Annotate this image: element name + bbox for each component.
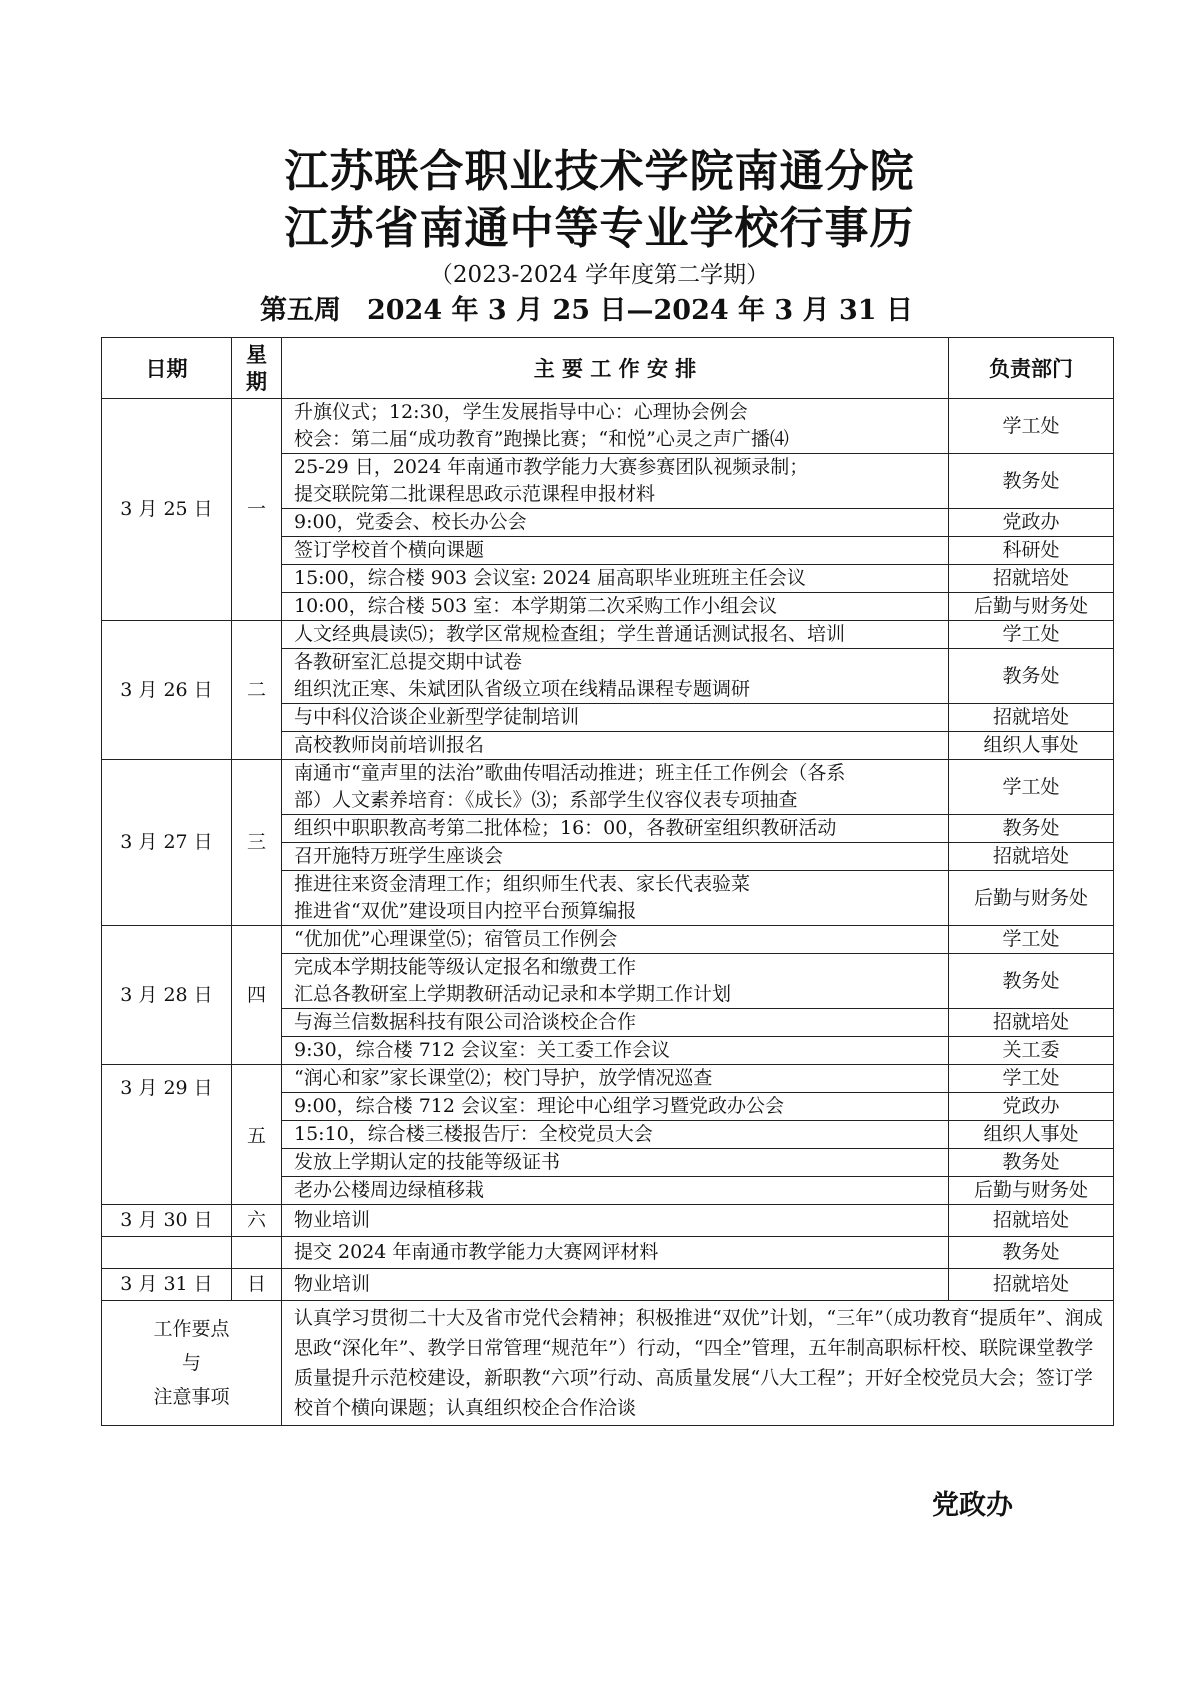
task-cell	[282, 509, 949, 537]
task-line: 南通市“童声里的法治”歌曲传唱活动推进；班主任工作例会（各系	[294, 762, 846, 784]
sunday-date: 3 月 31 日	[102, 1269, 232, 1301]
table-row	[102, 1237, 1114, 1269]
task-cell	[282, 1009, 949, 1037]
dept-cell: 招就培处	[949, 843, 1114, 871]
dept-cell: 教务处	[949, 954, 1114, 1009]
notes-label-line1: 工作要点	[153, 1318, 230, 1340]
table-row	[102, 1121, 1114, 1149]
notes-text: 认真学习贯彻二十大及省市党代会精神；积极推进“双优”计划，“三年”（成功教育“提质年”、润成思政“深化年”、教学日常管理“规范年”）行动，“四全”管理，五年制高职标杆校、联院课堂教学质量提升示范校建设，新职教“六项”行动、高质量发展“八大工程”；开好全校党员大会；签订学校首个横向课题；认真组织校企合作洽谈	[282, 1301, 1114, 1426]
saturday-date: 3 月 30 日	[102, 1205, 232, 1237]
header-weekday-line1: 星	[246, 342, 267, 367]
notes-row	[102, 1301, 1114, 1426]
task-line: 高校教师岗前培训报名	[294, 734, 485, 756]
friday-dept-2: 党政办	[949, 1093, 1114, 1121]
task-line: 部）人文素养培育：《成长》⑶；系部学生仪容仪表专项抽查	[294, 789, 798, 811]
task-line: 升旗仪式；12:30，学生发展指导中心：心理协会例会	[294, 401, 748, 423]
dept-cell: 招就培处	[949, 1009, 1114, 1037]
task-line: 各教研室汇总提交期中试卷	[294, 651, 523, 673]
saturday-weekday: 六	[232, 1205, 282, 1237]
task-cell	[282, 954, 949, 1009]
task-cell	[282, 732, 949, 760]
issuer-signature: 党政办	[932, 1490, 1013, 1521]
friday-dept-3: 组织人事处	[949, 1121, 1114, 1149]
saturday-task: 物业培训	[282, 1205, 949, 1237]
task-line: 与海兰信数据科技有限公司洽谈校企合作	[294, 1011, 637, 1033]
task-line: 汇总各教研室上学期教研活动记录和本学期工作计划	[294, 983, 732, 1005]
table-row	[102, 1065, 1114, 1093]
day-date: 3 月 26 日	[102, 621, 232, 760]
term-subtitle: （2023-2024 学年度第二学期）	[429, 262, 770, 288]
dept-cell: 招就培处	[949, 565, 1114, 593]
schedule-table	[101, 337, 1114, 1426]
table-row	[102, 399, 1114, 454]
task-cell	[282, 593, 949, 621]
task-cell	[282, 926, 949, 954]
dept-cell: 教务处	[949, 454, 1114, 509]
task-line: 10:00，综合楼 503 室：本学期第二次采购工作小组会议	[294, 595, 778, 617]
task-cell	[282, 537, 949, 565]
extra-task: 提交 2024 年南通市教学能力大赛网评材料	[282, 1237, 949, 1269]
week-range: 2024 年 3 月 25 日—2024 年 3 月 31 日	[366, 295, 913, 326]
friday-task-3	[282, 1121, 949, 1149]
task-line: 15:00，综合楼 903 会议室: 2024 届高职毕业班班主任会议	[294, 567, 806, 589]
dept-cell: 关工委	[949, 1037, 1114, 1065]
dept-cell: 教务处	[949, 815, 1114, 843]
schedule-body	[102, 399, 1114, 1426]
week-heading	[0, 288, 1199, 327]
task-line: 9:00，党委会、校长办公会	[294, 511, 527, 533]
task-cell	[282, 760, 949, 815]
task-line: 9:00，综合楼 712 会议室：理论中心组学习暨党政办公会	[294, 1095, 785, 1117]
header-weekday	[232, 338, 282, 399]
table-row	[102, 760, 1114, 815]
dept-cell: 招就培处	[949, 704, 1114, 732]
day-weekday: 二	[232, 621, 282, 760]
task-line: 人文经典晨读⑸；教学区常规检查组；学生普通话测试报名、培训	[294, 623, 846, 645]
title-line-2: 江苏省南通中等专业学校行事历	[284, 203, 915, 254]
table-row	[102, 1205, 1114, 1237]
friday-task-1	[282, 1065, 949, 1093]
table-row	[102, 1269, 1114, 1301]
task-line: 老办公楼周边绿植移栽	[294, 1179, 485, 1201]
header-dept: 负责部门	[949, 338, 1114, 399]
dept-cell: 学工处	[949, 926, 1114, 954]
extra-dept: 教务处	[949, 1237, 1114, 1269]
task-line: “润心和家”家长课堂⑵；校门导护，放学情况巡查	[294, 1067, 713, 1089]
dept-cell: 后勤与财务处	[949, 593, 1114, 621]
task-line: 推进省“双优”建设项目内控平台预算编报	[294, 900, 637, 922]
dept-cell: 组织人事处	[949, 732, 1114, 760]
task-cell	[282, 843, 949, 871]
task-cell	[282, 565, 949, 593]
task-line: 校会：第二届“成功教育”跑操比赛；“和悦”心灵之声广播⑷	[294, 428, 789, 450]
day-date: 3 月 27 日	[102, 760, 232, 926]
dept-cell: 学工处	[949, 399, 1114, 454]
title-line-1: 江苏联合职业技术学院南通分院	[284, 146, 915, 197]
dept-cell: 学工处	[949, 760, 1114, 815]
day-date: 3 月 25 日	[102, 399, 232, 621]
task-cell	[282, 871, 949, 926]
task-cell	[282, 649, 949, 704]
friday-task-4	[282, 1149, 949, 1177]
task-line: 组织中职职教高考第二批体检；16：00，各教研室组织教研活动	[294, 817, 837, 839]
friday-dept-4: 教务处	[949, 1149, 1114, 1177]
task-line: 完成本学期技能等级认定报名和缴费工作	[294, 956, 637, 978]
sunday-dept: 招就培处	[949, 1269, 1114, 1301]
friday-dept-5: 后勤与财务处	[949, 1177, 1114, 1205]
sunday-weekday: 日	[232, 1269, 282, 1301]
dept-cell: 学工处	[949, 621, 1114, 649]
extra-date-blank	[102, 1237, 232, 1269]
friday-date: 3 月 29 日	[102, 1065, 232, 1121]
task-cell	[282, 815, 949, 843]
dept-cell: 党政办	[949, 509, 1114, 537]
task-line: 召开施特万班学生座谈会	[294, 845, 504, 867]
dept-cell: 后勤与财务处	[949, 871, 1114, 926]
table-row	[102, 926, 1114, 954]
day-weekday: 三	[232, 760, 282, 926]
friday-task-5	[282, 1177, 949, 1205]
header-weekday-line2: 期	[246, 369, 267, 394]
table-header-row	[102, 338, 1114, 399]
day-weekday: 一	[232, 399, 282, 621]
task-line: 推进往来资金清理工作；组织师生代表、家长代表验菜	[294, 873, 751, 895]
notes-label	[102, 1301, 282, 1426]
task-cell	[282, 454, 949, 509]
task-line: 15:10，综合楼三楼报告厅：全校党员大会	[294, 1123, 653, 1145]
task-line: 9:30，综合楼 712 会议室：关工委工作会议	[294, 1039, 671, 1061]
task-line: “优加优”心理课堂⑸；宿管员工作例会	[294, 928, 618, 950]
friday-date-blank	[102, 1121, 232, 1205]
friday-dept-1: 学工处	[949, 1065, 1114, 1093]
task-cell	[282, 399, 949, 454]
header-date: 日期	[102, 338, 232, 399]
task-cell	[282, 704, 949, 732]
extra-weekday-blank	[232, 1237, 282, 1269]
day-date: 3 月 28 日	[102, 926, 232, 1065]
dept-cell: 教务处	[949, 649, 1114, 704]
task-cell	[282, 1037, 949, 1065]
day-weekday: 四	[232, 926, 282, 1065]
friday-weekday-top	[232, 1065, 282, 1121]
task-line: 25-29 日，2024 年南通市教学能力大赛参赛团队视频录制；	[294, 456, 809, 478]
table-row	[102, 621, 1114, 649]
task-line: 签订学校首个横向课题	[294, 539, 485, 561]
dept-cell: 科研处	[949, 537, 1114, 565]
task-cell	[282, 621, 949, 649]
task-line: 组织沈正寒、朱斌团队省级立项在线精品课程专题调研	[294, 678, 751, 700]
friday-weekday: 五	[232, 1121, 282, 1205]
notes-label-line2: 与	[181, 1352, 201, 1374]
week-label: 第五周	[259, 295, 341, 326]
friday-task-2	[282, 1093, 949, 1121]
task-line: 提交联院第二批课程思政示范课程申报材料	[294, 483, 656, 505]
task-line: 与中科仪洽谈企业新型学徒制培训	[294, 706, 580, 728]
saturday-dept: 招就培处	[949, 1205, 1114, 1237]
sunday-task: 物业培训	[282, 1269, 949, 1301]
header-tasks: 主 要 工 作 安 排	[282, 338, 949, 399]
task-line: 发放上学期认定的技能等级证书	[294, 1151, 561, 1173]
notes-label-line3: 注意事项	[153, 1386, 230, 1408]
